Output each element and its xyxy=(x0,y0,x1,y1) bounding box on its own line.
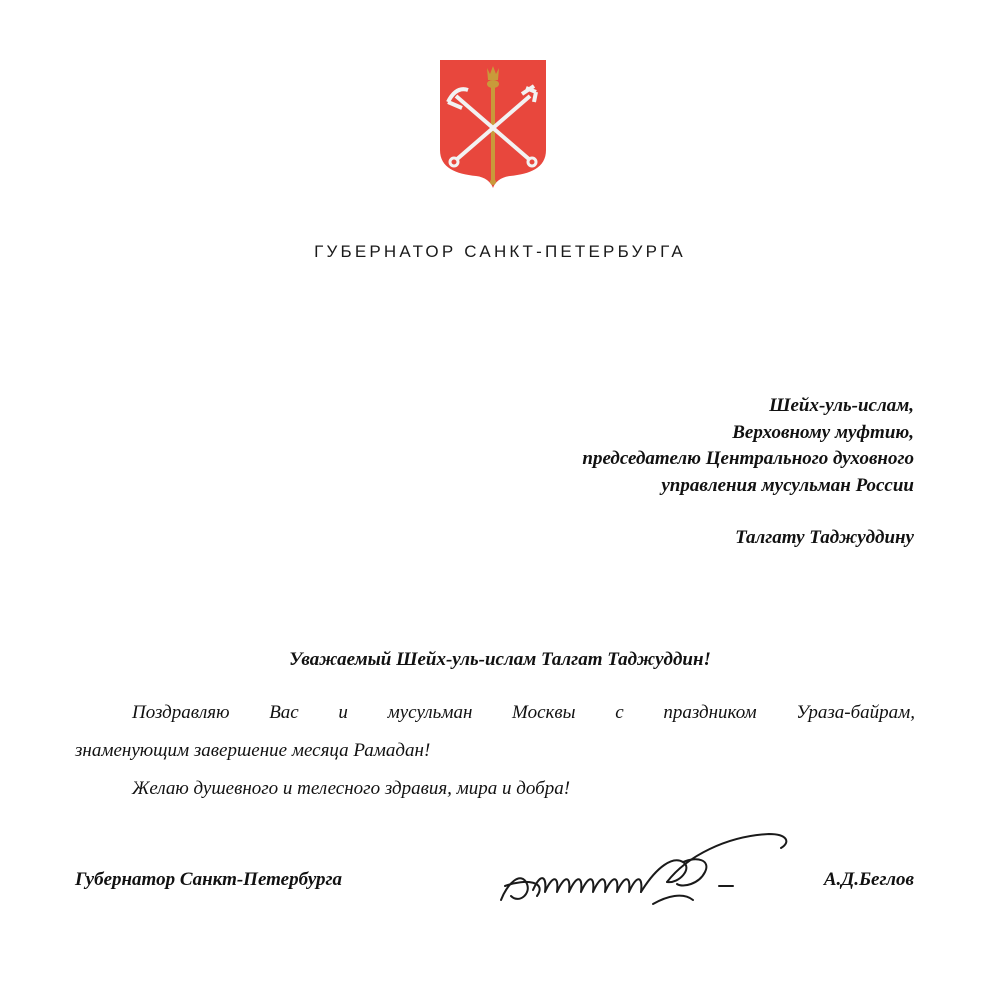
addressee-line: Верховному муфтию, xyxy=(732,421,914,443)
signer-name: А.Д.Беглов xyxy=(823,869,914,890)
body-paragraph-2: Желаю душевного и телесного здравия, мира и добра! xyxy=(132,778,571,799)
addressee-line: председателю Центрального духовного xyxy=(582,448,914,469)
addressee-line: управления мусульман России xyxy=(661,474,914,496)
salutation: Уважаемый Шейх-уль-ислам Талгат Таджуддин! xyxy=(289,649,711,670)
signer-position: Губернатор Санкт-Петербурга xyxy=(75,869,343,890)
handwritten-signature-icon xyxy=(497,826,797,918)
body-paragraph-1-line-2: знаменующим завершение месяца Рамадан! xyxy=(75,740,431,761)
addressee-block xyxy=(394,393,914,552)
coat-of-arms-icon xyxy=(438,58,548,190)
letter-body xyxy=(75,694,915,808)
letterhead-title: ГУБЕРНАТОР САНКТ-ПЕТЕРБУРГА xyxy=(314,242,686,261)
addressee-name: Талгату Таджуддину xyxy=(735,527,914,548)
body-paragraph-1-line-1: Поздравляю Вас и мусульман Москвы с праздником Ураза-байрам, xyxy=(132,702,915,723)
addressee-line: Шейх-уль-ислам, xyxy=(769,395,914,416)
